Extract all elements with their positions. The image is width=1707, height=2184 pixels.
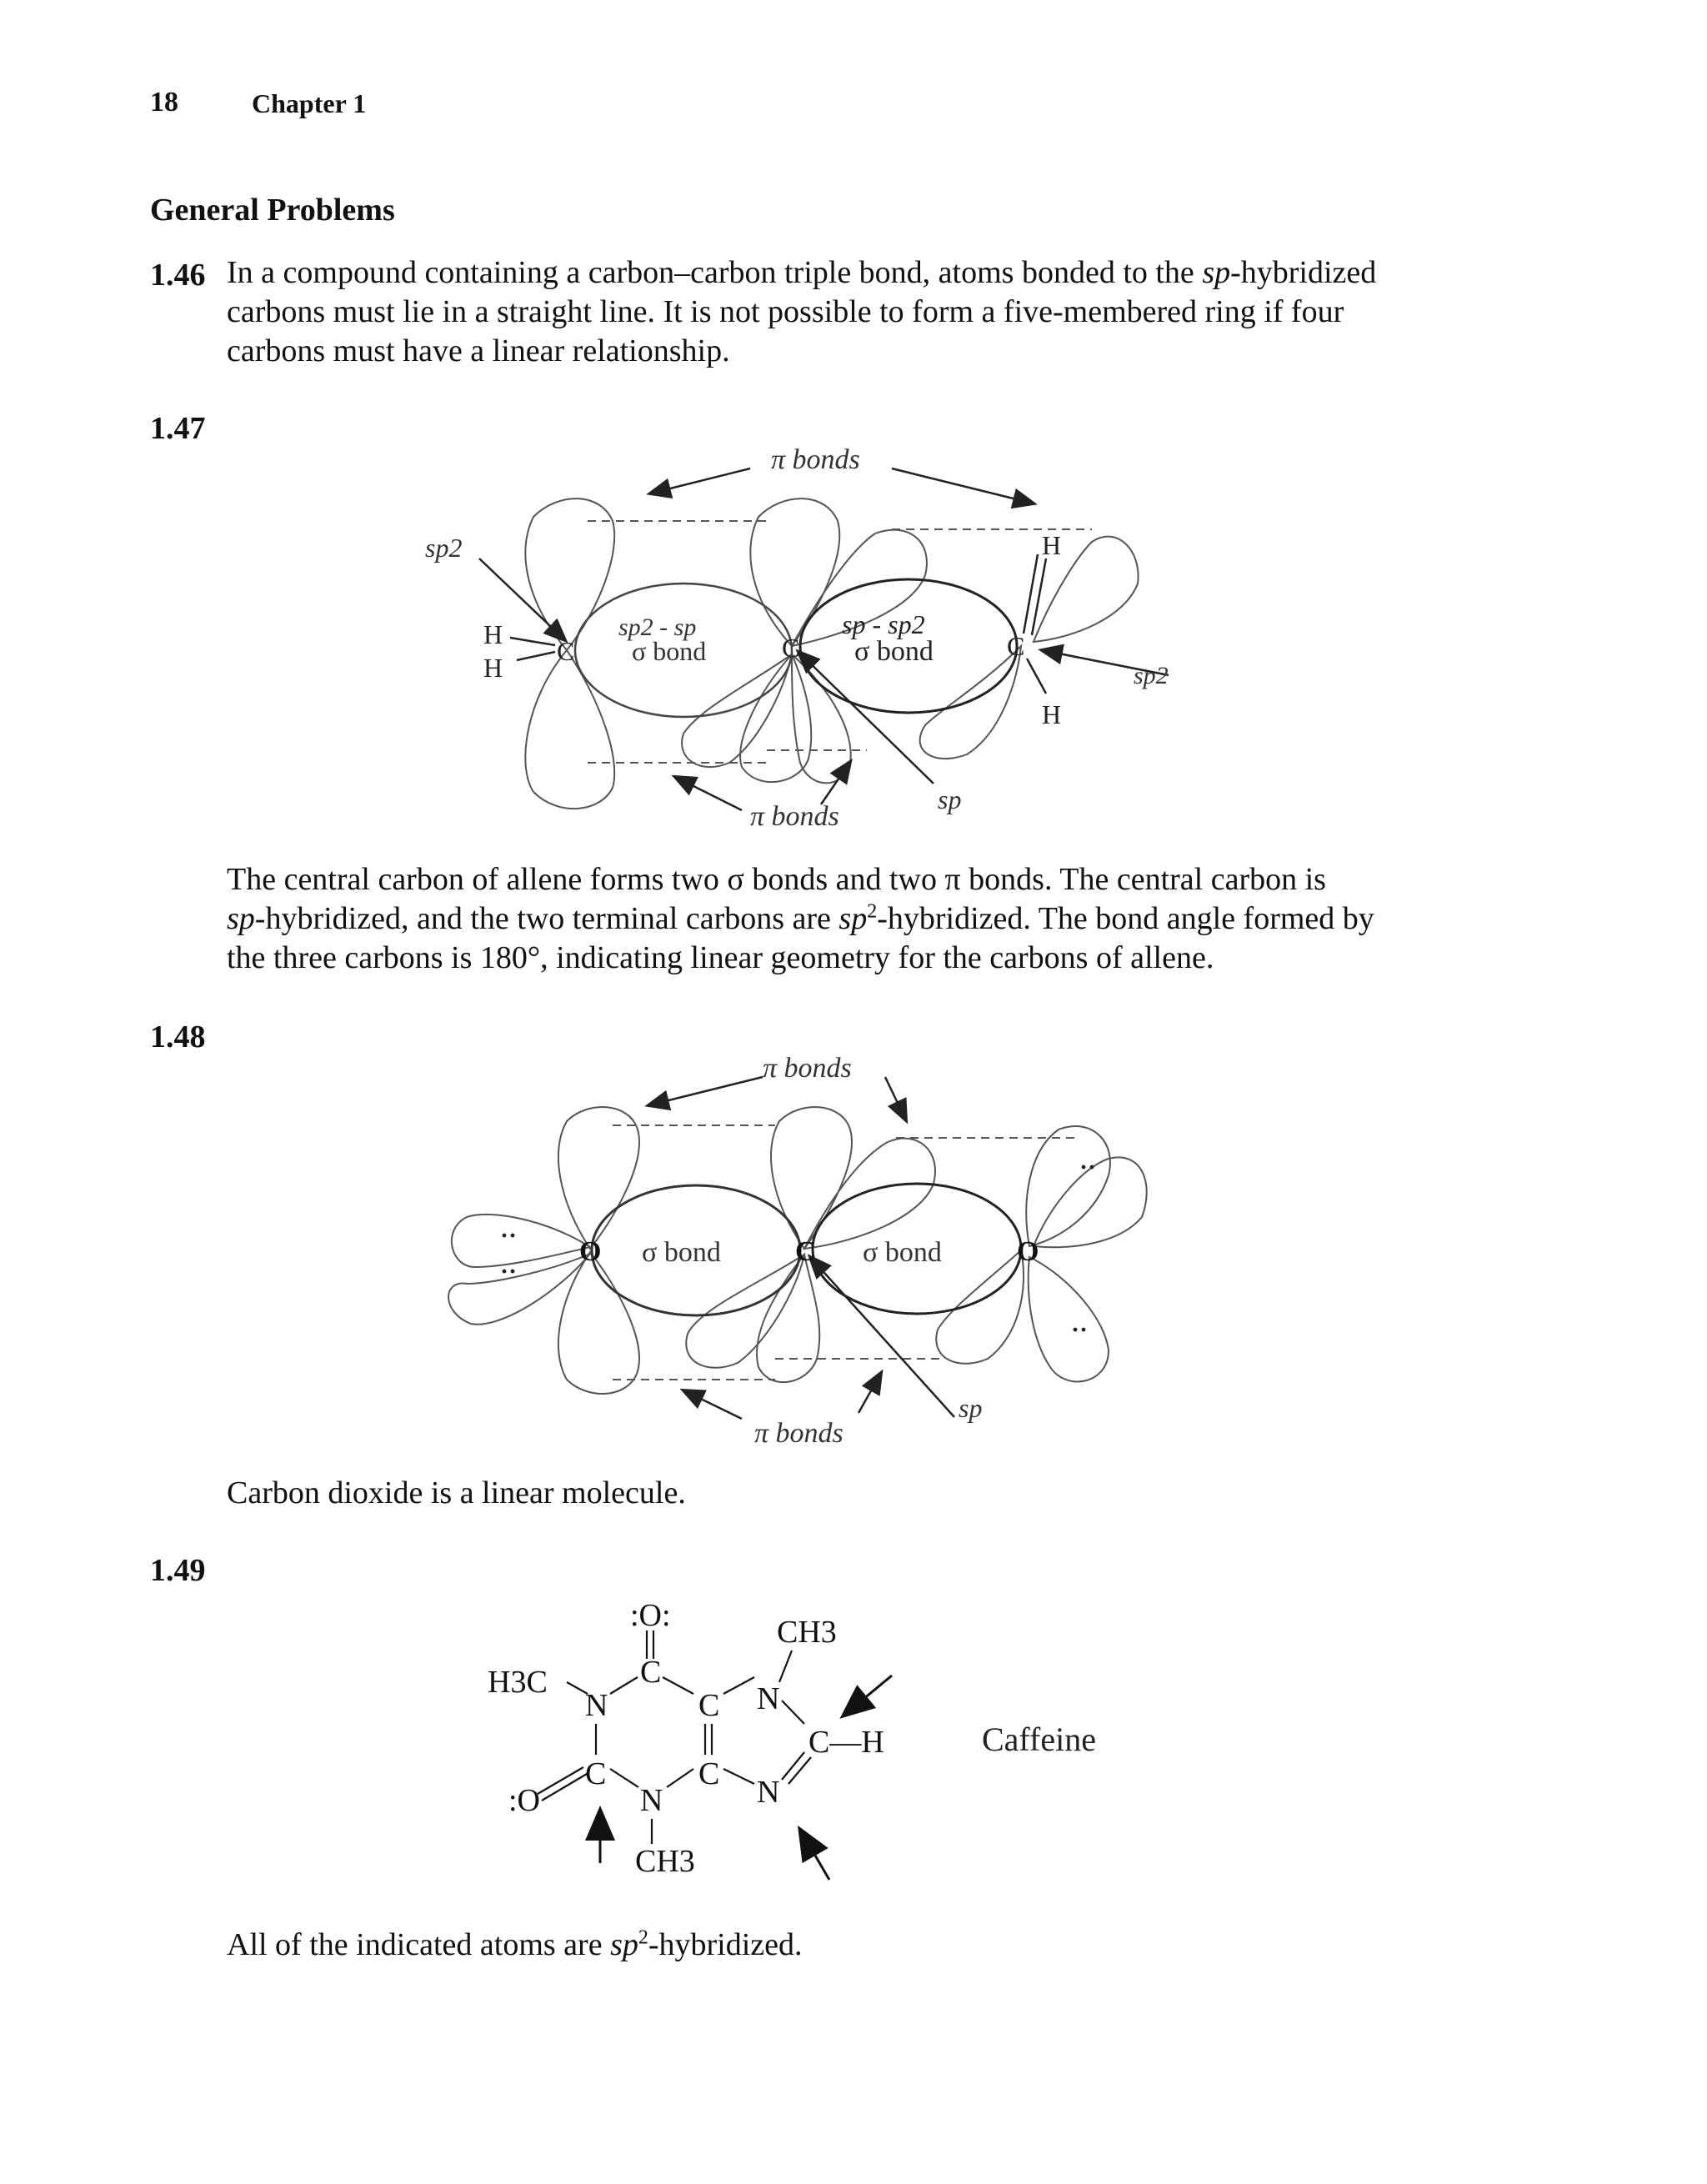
problem-1-46-line-2: carbons must lie in a straight line. It is not possible to form a five-membered ring if four: [227, 294, 1344, 329]
carbonyl-oxygen-top: :O:: [630, 1598, 671, 1633]
section-title: General Problems: [150, 193, 395, 228]
lone-pair-right-lower: ··: [1071, 1316, 1089, 1344]
problem-number-1-48: 1.48: [150, 1019, 206, 1054]
atom-c-right: C: [1007, 631, 1025, 661]
methyl-left: H3C: [488, 1665, 548, 1700]
methyl-top: CH3: [777, 1615, 837, 1650]
carbonyl-oxygen-left: :O: [508, 1783, 540, 1818]
carbon-c4: C: [698, 1756, 720, 1791]
imidazole-c-h: C—H: [808, 1725, 884, 1760]
caffeine-structure-diagram: [475, 1584, 1142, 1901]
problem-1-46-text: [227, 253, 1527, 371]
problem-1-47-text: [227, 860, 1527, 978]
problem-1-46-line-3: carbons must have a linear relationship.: [227, 333, 730, 368]
lone-pair-left-upper: ··: [500, 1222, 518, 1250]
nitrogen-n3: N: [640, 1783, 663, 1818]
nitrogen-n9: N: [757, 1775, 780, 1810]
sp2-left-label: sp2: [425, 533, 463, 563]
problem-1-48-text: Carbon dioxide is a linear molecule.: [227, 1475, 686, 1510]
atom-h-right-top: H: [1042, 530, 1062, 560]
sigma-right-hybrid-label: sp - sp2: [842, 609, 925, 639]
sigma-left-label: σ bond: [642, 1237, 721, 1268]
atom-h-left-bottom: H: [483, 653, 503, 683]
sigma-right-label: σ bond: [863, 1237, 942, 1268]
carbon-c5: C: [698, 1688, 720, 1723]
problem-number-1-49: 1.49: [150, 1553, 206, 1588]
atom-h-right-bottom: H: [1042, 699, 1062, 729]
atom-c-center: C: [782, 633, 800, 663]
sp-center-label: sp: [959, 1393, 983, 1423]
lone-pair-left-lower: ··: [500, 1258, 518, 1285]
sp-center-label: sp: [938, 784, 962, 814]
sp2-right-label: sp2: [1134, 662, 1169, 689]
problem-number-1-47: 1.47: [150, 411, 206, 446]
allene-orbital-diagram: [400, 433, 1200, 850]
problem-1-46-line-1: In a compound containing a carbon–carbon triple bond, atoms bonded to the sp-hybridized: [227, 255, 1377, 290]
sigma-right-bond-label: σ bond: [854, 636, 934, 667]
atom-h-left-top: H: [483, 619, 503, 649]
pi-bonds-top-label: π bonds: [771, 444, 860, 475]
carbon-c2: C: [640, 1655, 662, 1690]
chapter-title: Chapter 1: [252, 88, 367, 118]
left-p-lobe-down: [525, 650, 614, 809]
pi-bonds-bottom-label: π bonds: [750, 801, 839, 832]
caffeine-label: Caffeine: [982, 1721, 1096, 1758]
nitrogen-n1: N: [585, 1688, 608, 1723]
left-p-lobe-up: [525, 498, 614, 650]
page-number: 18: [150, 87, 178, 118]
pi-bonds-top-label: π bonds: [763, 1053, 852, 1084]
nitrogen-n7: N: [757, 1681, 780, 1716]
lone-pair-right-upper: ··: [1079, 1154, 1097, 1181]
sigma-left-hybrid-label: sp2 - sp: [618, 614, 697, 641]
problem-1-49-text: All of the indicated atoms are $sp^2$-hybridized.: [227, 1926, 803, 1962]
carbon-c6: C: [585, 1756, 607, 1791]
atom-o-right: O: [1017, 1236, 1039, 1267]
problem-1-47-line-3: the three carbons is 180°, indicating linear geometry for the carbons of allene.: [227, 940, 1214, 975]
problem-1-47-line-1: The central carbon of allene forms two σ bonds and two π bonds. The central carbon is: [227, 862, 1326, 897]
problem-1-47-line-2: sp-hybridized, and the two terminal carbons are $sp^2$-hybridized. The bond angle formed by: [227, 900, 1374, 936]
atom-o-left: O: [579, 1236, 602, 1267]
atom-c-center: C: [795, 1236, 816, 1267]
sigma-left-bond-label: σ bond: [632, 636, 707, 666]
problem-number-1-46: 1.46: [150, 258, 206, 293]
methyl-bottom: CH3: [635, 1844, 695, 1879]
co2-orbital-diagram: [442, 1042, 1192, 1450]
pi-bonds-bottom-label: π bonds: [754, 1418, 843, 1449]
atom-c-left: C: [557, 636, 575, 666]
